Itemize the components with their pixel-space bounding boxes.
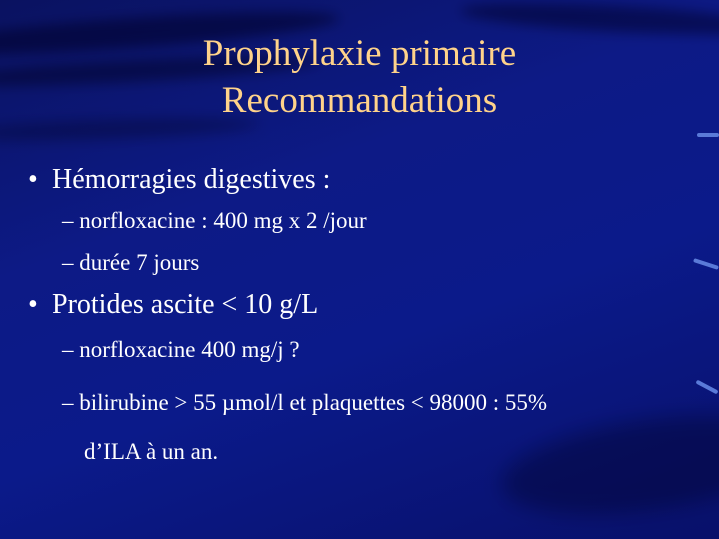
decorative-tick — [697, 133, 719, 137]
sub-item: – norfloxacine 400 mg/j ? — [62, 337, 300, 362]
title-line-2: Recommandations — [221, 80, 498, 121]
slide-title — [0, 30, 719, 124]
title-line-1: Prophylaxie primaire — [202, 33, 517, 74]
background-streak — [495, 400, 719, 531]
bullet-text: Protides ascite < 10 g/L — [52, 289, 319, 320]
sub-item: – bilirubine > 55 µmol/l et plaquettes < 98000 : 55% — [62, 390, 548, 415]
decorative-tick — [693, 258, 719, 270]
sub-item: – durée 7 jours — [62, 250, 200, 275]
sub-item: – norfloxacine : 400 mg x 2 /jour — [62, 208, 367, 233]
bullet-marker: • — [28, 164, 38, 195]
decorative-tick — [695, 380, 718, 395]
sub-item-continuation: d’ILA à un an. — [84, 439, 219, 464]
bullet-text: Hémorragies digestives : — [52, 164, 331, 195]
bullet-marker: • — [28, 289, 38, 320]
bullet-item — [28, 164, 330, 196]
bullet-item — [28, 289, 318, 321]
